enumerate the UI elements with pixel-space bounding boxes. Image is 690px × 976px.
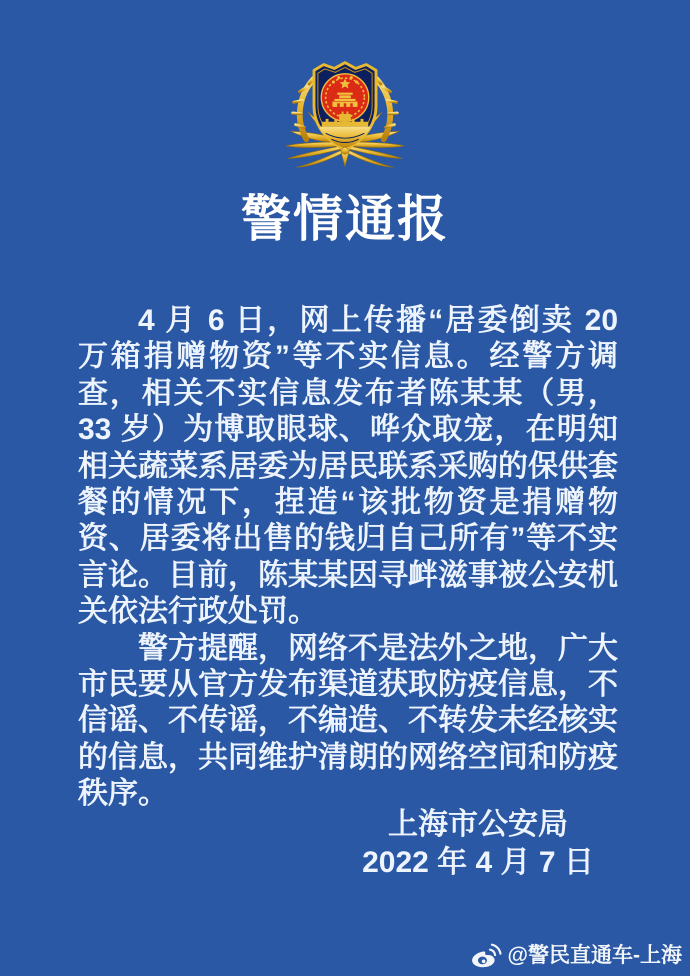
notice-body: [78, 303, 618, 813]
notice-title: 警情通报: [241, 191, 449, 247]
watermark: [470, 942, 682, 969]
issue-date: 2022 年 4 月 7 日: [362, 846, 594, 879]
notice-paragraph: 4 月 6 日，网上传播“居委倒卖 20 万箱捐赠物资”等不实信息。经警方调查，相关不实信息发布者陈某某（男，33 岁）为博取眼球、哗众取宠，在明知相关蔬菜系居委为居民联系采购的保供套餐的情况下，捏造“该批物资是捐赠物资、居委将出售的钱归自己所有”等不实言论。目前，陈某某因寻衅滋事被公安机关依法行政处罚。: [78, 304, 618, 629]
police-badge-icon: [283, 57, 407, 169]
watermark-text: @警民直通车-上海: [507, 943, 682, 967]
notice-paragraph: 警方提醒，网络不是法外之地，广大市民要从官方发布渠道获取防疫信息，不信谣、不传谣，不编造、不转发未经核实的信息，共同维护清朗的网络空间和防疫秩序。: [78, 631, 618, 811]
signature-block: [362, 806, 594, 882]
issuer-name: 上海市公安局: [387, 808, 568, 841]
weibo-icon: [470, 942, 503, 969]
